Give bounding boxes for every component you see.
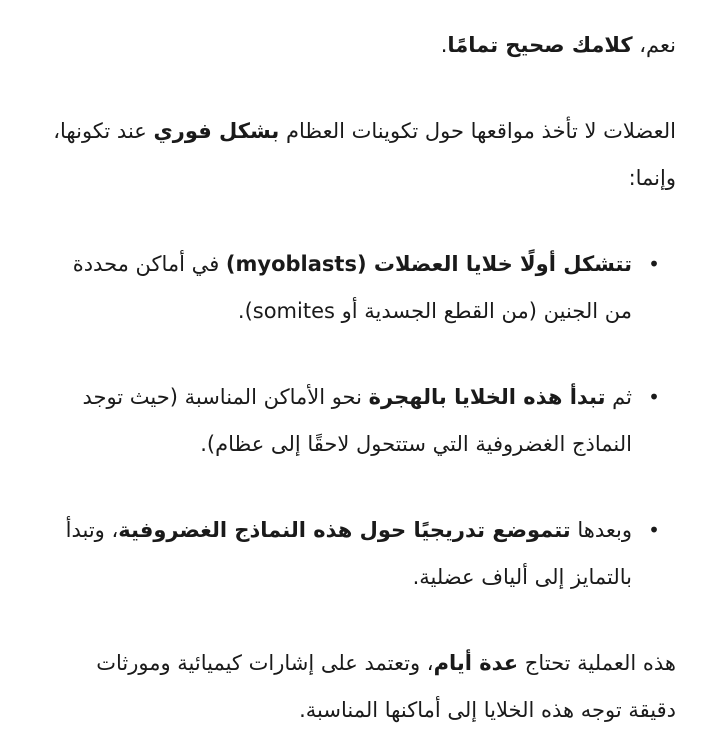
closing-end: ، وتعتمد على إشارات كيميائية ومورثات دقيقة توجه هذه الخلايا إلى أماكنها المناسبة. — [96, 651, 676, 722]
intro-bold: كلامك صحيح تمامًا — [447, 33, 633, 57]
intro-text: نعم، — [632, 33, 676, 57]
closing-bold: عدة أيام — [433, 651, 519, 675]
list-item — [44, 507, 676, 601]
point-2-text: نحو الأماكن المناسبة (حيث توجد النماذج الغضروفية التي ستتحول لاحقًا إلى عظام). — [82, 385, 632, 456]
bullet-icon: • — [648, 252, 660, 276]
intro-end: . — [440, 33, 448, 57]
list-item — [44, 374, 676, 468]
closing-paragraph — [44, 640, 676, 734]
paragraph-1-text: العضلات لا تأخذ مواقعها حول تكوينات العظام — [279, 119, 676, 143]
paragraph-1 — [44, 108, 676, 202]
list-item — [44, 241, 676, 335]
point-1-term: myoblasts — [235, 252, 357, 276]
point-3-text: ، وتبدأ بالتمايز إلى ألياف عضلية. — [65, 518, 632, 589]
point-1-bold: تتشكل أولًا خلايا العضلات ( — [356, 252, 632, 276]
point-1-end: ). — [237, 299, 253, 323]
point-2-bold: تبدأ هذه الخلايا بالهجرة — [368, 385, 606, 409]
point-1-text: في أماكن محددة من الجنين (من القطع الجسدية أو — [72, 252, 632, 323]
bullet-icon: • — [648, 518, 660, 542]
point-1-term-2: somites — [252, 299, 335, 323]
paragraph-1-end: عند تكونها، وإنما: — [53, 119, 676, 190]
bullet-list — [44, 241, 676, 601]
intro-line — [44, 22, 676, 69]
point-2-prefix: ثم — [605, 385, 632, 409]
bullet-icon: • — [648, 385, 660, 409]
point-3-bold: تتموضع تدريجيًا حول هذه النماذج الغضروفية — [118, 518, 571, 542]
closing-text: هذه العملية تحتاج — [518, 651, 676, 675]
point-1-bold-close: ) — [225, 252, 236, 276]
point-3-prefix: وبعدها — [570, 518, 632, 542]
paragraph-1-bold: بشكل فوري — [153, 119, 280, 143]
